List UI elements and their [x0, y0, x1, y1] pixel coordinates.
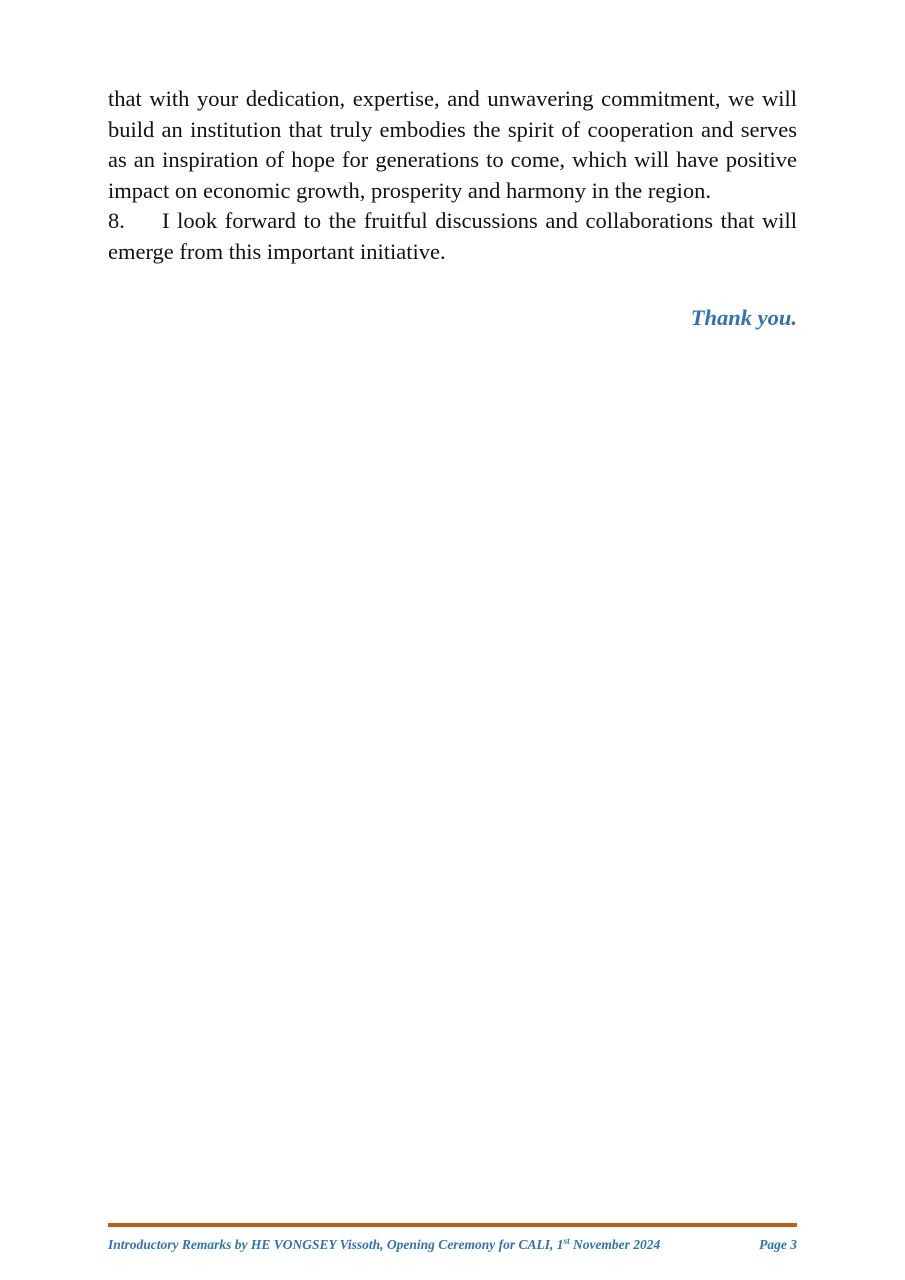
- footer-caption-prefix: Introductory Remarks by HE VONGSEY Vissoth, Opening Ceremony for CALI, 1: [108, 1237, 564, 1252]
- footer-caption-suffix: November 2024: [569, 1237, 661, 1252]
- footer-caption: [108, 1237, 660, 1253]
- paragraph-8-text: I look forward to the fruitful discussions and collaborations that will emerge from this important initiative.: [108, 208, 797, 264]
- page-number: Page 3: [759, 1237, 797, 1252]
- footer-caption-ordinal: st: [563, 1236, 570, 1246]
- closing-thank-you: Thank you.: [690, 305, 797, 330]
- body-text: [108, 84, 797, 267]
- page-footer: [108, 1237, 797, 1253]
- paragraph-continuation: that with your dedication, expertise, and unwavering commitment, we will build an institution that truly embodies the spirit of cooperation and serves as an inspiration of hope for generations to come, which will have positive impact on economic growth, prosperity and harmony in the region.: [108, 86, 797, 203]
- paragraph-number: 8.: [108, 208, 125, 233]
- paragraph-8: [108, 206, 797, 267]
- footer-rule: [108, 1223, 797, 1227]
